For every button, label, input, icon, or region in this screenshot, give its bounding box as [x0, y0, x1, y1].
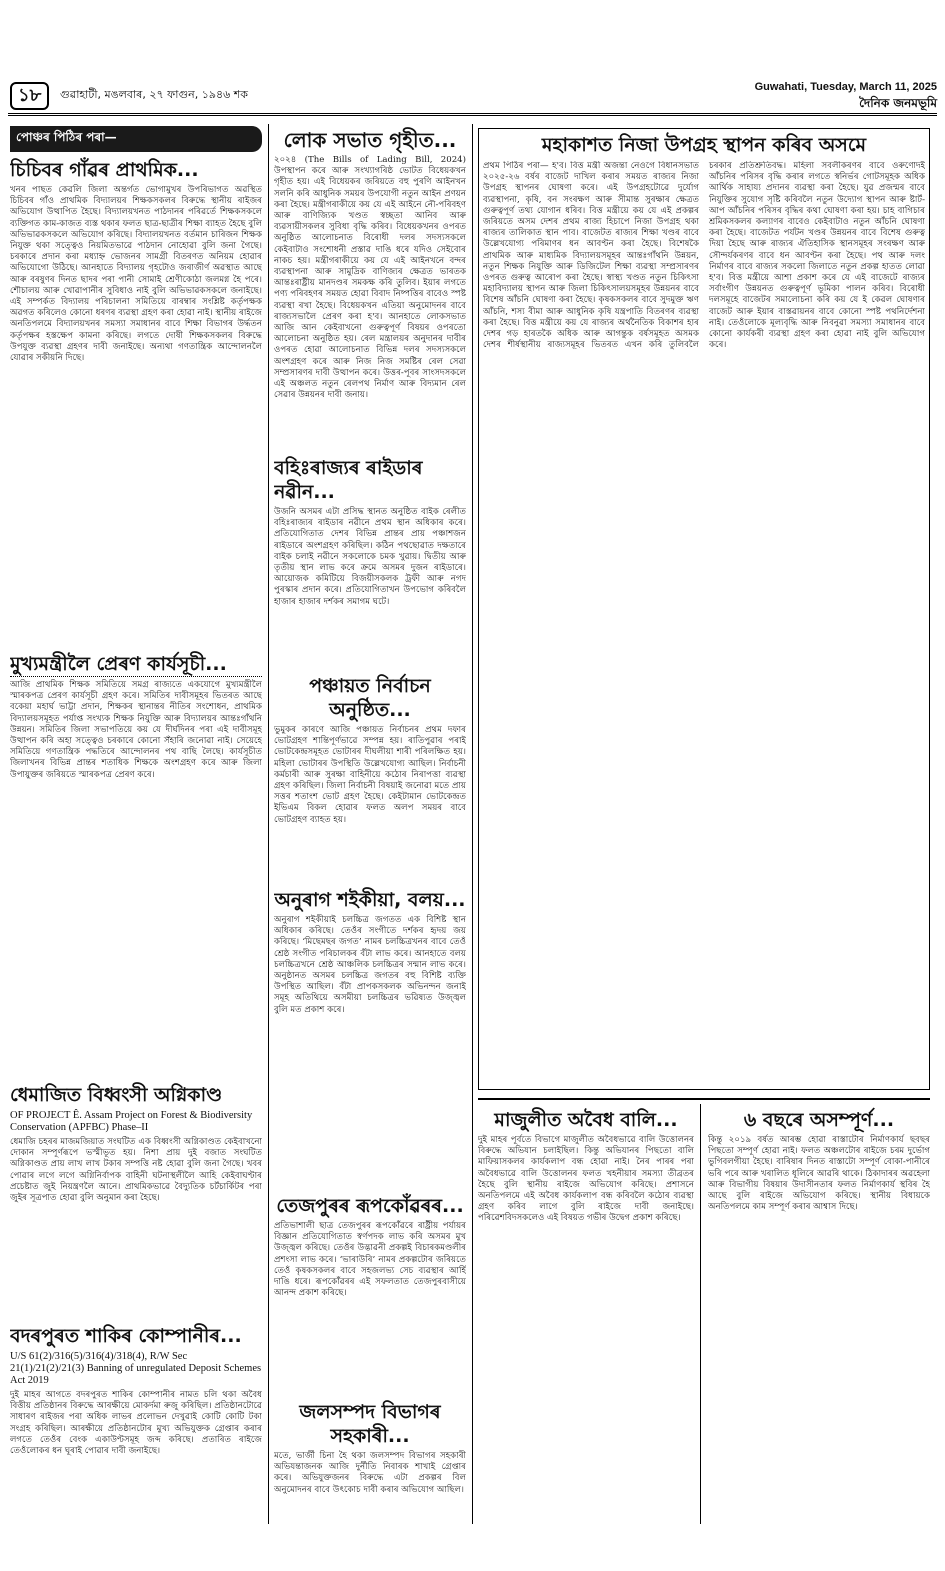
article-english-text: OF PROJECT Ê. Assam Project on Forest & Biodiversity Conservation (APFBC) Phase–II: [10, 1110, 253, 1133]
article-water-resources: [274, 1398, 466, 1518]
article-body: অনুৰাগ শইকীয়াই চলচ্চিত্ৰ জগতত এক বিশিষ্ট স্থান অধিকাৰ কৰিছে। তেওঁৰ সংগীতে দৰ্শকৰ হৃদয় জয় কৰিছে। ‘মিছেমছৰ জগত’ নামৰ চলচ্চিত্ৰখনৰ বাবে তেওঁ শ্ৰেষ্ঠ সংগীত পৰিচালকৰ বঁটা লাভ কৰে। আনহাতে বলয় চলচ্চিত্ৰখনে শ্ৰেষ্ঠ আঞ্চলিক চলচ্চিত্ৰৰ সন্মান লাভ কৰে। অনুষ্ঠানত অসমৰ চলচ্চিত্ৰ জগতৰ বহু বিশিষ্ট ব্যক্তি উপস্থিত আছিল। বঁটা প্ৰাপকসকলক অভিনন্দন জনাই সমূহ অতিথিয়ে অসমীয়া চলচ্চিত্ৰৰ ভৱিষ্যত উজ্জ্বল বুলি মত প্ৰকাশ কৰে।: [274, 915, 466, 1015]
article-body: প্ৰতিভাশালী ছাত্ৰ তেজপুৰৰ ৰূপকোঁৱৰে ৰাষ্ট্ৰীয় পৰ্যায়ৰ বিজ্ঞান প্ৰতিযোগিতাত স্বৰ্ণপদক লাভ কৰি অসমৰ মুখ উজ্জ্বল কৰিছে। তেওঁৰ উদ্ভাৱনী প্ৰকল্পই বিচাৰকমণ্ডলীৰ প্ৰশংসা লাভ কৰে। ‘ভাৰাউৰি’ নামৰ প্ৰকল্পটোৰ জৰিয়তে তেওঁ কৃষকসকলৰ বাবে সহজলভ্য সেচ ব্যৱস্থাৰ আৰ্হি দাঙি ধৰে। ৰূপকোঁৱৰৰ এই সফলতাত তেজপুৰবাসীয়ে আনন্দ প্ৰকাশ কৰিছে।: [274, 1221, 466, 1299]
column-rule-3: [700, 1104, 701, 1524]
article-headline: বহিঃৰাজ্যৰ ৰাইডাৰ নৱীন...: [274, 457, 423, 503]
column-2: [274, 126, 466, 1524]
article-dhemaji-fire: [10, 1081, 262, 1316]
article-body: ২০২৪ (The Bills of Lading Bill, 2024) উপস্থাপন কৰে আৰু সংখ্যাগৰিষ্ঠ ভোটত বিধেয়কখন গৃহীত হয়। এই বিধেয়কৰ জৰিয়তে বহু পুৰণি আইনখন সলনি কৰি আধুনিক সময়ৰ উপযোগী নতুন আইন প্ৰণয়ন কৰা হৈছে। মন্ত্ৰীগৰাকীয়ে কয় যে এই আইনে নৌ-পৰিবহণ আৰু বাণিজ্যিক খণ্ডত স্বচ্ছতা আনিব আৰু ব্যৱসায়ীসকলৰ সুবিধা বৃদ্ধি কৰিব। বিধেয়কখনৰ ওপৰত অনুষ্ঠিত আলোচনাত বিৰোধী দলৰ সদস্যসকলে কেইবাটাও সংশোধনী প্ৰস্তাৱ দাঙি ধৰে যদিও সেইবোৰ নাকচ হয়। মন্ত্ৰীগৰাকীয়ে কয় যে এই আইনখনে বন্দৰ ব্যৱস্থাপনা আৰু সামুদ্ৰিক বাণিজ্যৰ ক্ষেত্ৰত ভাৰতক আন্তঃৰাষ্ট্ৰীয় মানদণ্ডৰ সমকক্ষ কৰি তুলিব। ইয়াৰ লগতে পণ্য পৰিবহণৰ সময়ত হোৱা বিবাদ নিষ্পত্তিৰ বাবেও স্পষ্ট ব্যৱস্থা ৰখা হৈছে। বিধেয়কখন এতিয়া অনুমোদনৰ বাবে ৰাজ্যসভালৈ প্ৰেৰণ কৰা হ'ব। আনহাতে লোকসভাত আজি আন কেইবাখনো গুৰুত্বপূৰ্ণ বিষয়ৰ ওপৰতো আলোচনা অনুষ্ঠিত হয়। ৰেল মন্ত্ৰালয়ৰ অনুদানৰ দাবীৰ ওপৰত হোৱা আলোচনাত বিভিন্ন দলৰ সদস্যসকলে অংশগ্ৰহণ কৰে আৰু নিজ নিজ সমষ্টিৰ ৰেল সেৱা সম্প্ৰসাৰণৰ দাবী উত্থাপন কৰে। উত্তৰ-পূবৰ সাংসদসকলে এই অঞ্চলত নতুন ৰেলপথ নিৰ্মাণ আৰু বিদ্যমান ৰেল সেৱাৰ উন্নয়নৰ দাবী জনায়।: [274, 155, 466, 401]
article-headline: ৬ বছৰে অসম্পূৰ্ণ...: [743, 1109, 895, 1131]
article-six-years: [708, 1106, 930, 1524]
article-headline: বদৰপুৰত শাকিৰ কোম্পানীৰ...: [10, 1325, 242, 1347]
article-english-text: U/S 61(2)/316(5)/316(4)/318(4), R/W Sec 21(1)/21(2)/21(3) Banning of unregulated Deposit Schemes Act 2019: [10, 1351, 262, 1386]
article-body: মতে, ভাৰ্জী চিনা হৈ থকা জলসম্পদ বিভাগৰ সহকাৰী অভিযন্তাজনক আজি দুৰ্নীতি নিবাৰক শাখাই গ্ৰেপ্তাৰ কৰে। অভিযুক্তজনৰ বিৰুদ্ধে এটা প্ৰকল্পৰ বিল অনুমোদনৰ বাবে উৎকোচ দাবী কৰাৰ অভিযোগ আছিল।: [274, 1451, 466, 1495]
article-body: ধেমাজি চহৰৰ মাজমজিয়াত সংঘটিত এক বিধ্বংসী অগ্নিকাণ্ডত কেইবাখনো দোকান সম্পূৰ্ণৰূপে ভস্মীভূত হয়। নিশা প্ৰায় দুই বজাত সংঘটিত অগ্নিকাণ্ডত প্ৰায় লাখ লাখ টকাৰ সম্পত্তি নষ্ট হোৱা বুলি জনা গৈছে। খবৰ পোৱাৰ লগে লগে অগ্নিনিৰ্বাপক বাহিনী ঘটনাস্থলীলৈ আহি কেইবাঘণ্টাৰ প্ৰচেষ্টাত জুই নিয়ন্ত্ৰণলৈ আনে। প্ৰাথমিকভাৱে বৈদ্যুতিক চৰ্টচাৰ্কিটৰ পৰা জুইৰ সূত্ৰপাত হোৱা বুলি অনুমান কৰা হৈছে।: [10, 1137, 262, 1204]
article-rider: [274, 454, 466, 666]
continuation-banner: পোঞ্চৰ পিঠিৰ পৰা—: [10, 126, 262, 152]
satellite-article-box: [478, 128, 930, 1090]
article-headline: মুখ্যমন্ত্ৰীলৈ প্ৰেৰণ কাৰ্যসূচী...: [10, 652, 262, 677]
article-headline: লোক সভাত গৃহীত...: [283, 128, 457, 152]
newspaper-name: দৈনিক জনমভূমি: [859, 96, 937, 110]
column-rule-2: [472, 124, 473, 1524]
article-majuli-sand: [478, 1106, 694, 1524]
header-date-english: Guwahati, Tuesday, March 11, 2025: [754, 81, 937, 93]
column-rule-1: [268, 124, 269, 1524]
article-body: দুই মাহৰ আগতে বদৰপুৰত শাকিৰ কোম্পানীৰ নামত চলি থকা অবৈধ বিত্তীয় প্ৰতিষ্ঠানৰ বিৰুদ্ধে আৰক্ষীয়ে মোকৰ্দমা ৰুজু কৰিছিল। প্ৰতিষ্ঠানটোৱে সাধাৰণ ৰাইজৰ পৰা অধিক লাভৰ প্ৰলোভন দেখুৱাই কোটি কোটি টকা সংগ্ৰহ কৰিছিল। আৰক্ষীয়ে প্ৰতিষ্ঠানটোৰ মুখ্য অভিযুক্তক গ্ৰেপ্তাৰ কৰাৰ লগতে তেওঁৰ বেংক একাউণ্টসমূহ জব্দ কৰিছে। প্ৰতাৰিত ৰাইজে তেওঁলোকৰ ধন ঘূৰাই পোৱাৰ দাবী জনাইছে।: [10, 1390, 262, 1457]
article-panchayat: [274, 672, 466, 880]
article-headline: অনুৰাগ শইকীয়া, বলয়...: [274, 889, 466, 911]
article-headline: মহাকাশত নিজা উপগ্ৰহ স্থাপন কৰিব অসমে: [541, 134, 867, 156]
header-date-assamese: গুৱাহাটী, মঙলবাৰ, ২৭ ফাগুন, ১৯৪৬ শক: [60, 88, 248, 101]
article-body: ভুমুকৰ কাৰণে আজি পঞ্চায়ত নিৰ্বাচনৰ প্ৰথম দফাৰ ভোটগ্ৰহণ শান্তিপূৰ্ণভাৱে সম্পন্ন হয়। ৰাতিপুৱাৰ পৰাই ভোটকেন্দ্ৰসমূহত ভোটাৰৰ দীঘলীয়া শাৰী পৰিলক্ষিত হয়। মহিলা ভোটাৰৰ উপস্থিতি উল্লেখযোগ্য আছিল। নিৰ্বাচনী কৰ্মচাৰী আৰু সুৰক্ষা বাহিনীয়ে কঠোৰ নিৰাপত্তা ব্যৱস্থা গ্ৰহণ কৰিছিল। জিলা নিৰ্বাচনী বিষয়াই জনোৱা মতে প্ৰায় সত্তৰ শতাংশ ভোট গ্ৰহণ হৈছে। কেইটামান ভোটকেন্দ্ৰত ইভিএম বিকল হোৱাৰ ফলত অলপ সময়ৰ বাবে ভোটগ্ৰহণ ব্যাহত হয়।: [274, 725, 466, 825]
article-body: উজনি অসমৰ এটা প্ৰসিদ্ধ স্থানত অনুষ্ঠিত বাইক ৰেলীত বহিঃৰাজ্যৰ ৰাইডাৰ নৱীনে প্ৰথম স্থান অধিকাৰ কৰে। প্ৰতিযোগিতাত দেশৰ বিভিন্ন প্ৰান্তৰ প্ৰায় পঞ্চাশজন ৰাইডাৰে অংশগ্ৰহণ কৰিছিল। কঠিন পথছোৱাত দক্ষতাৰে বাইক চলাই নৱীনে সকলোকে চমক খুৱায়। দ্বিতীয় আৰু তৃতীয় স্থান লাভ কৰে ক্ৰমে অসমৰ দুজন ৰাইডাৰে। আয়োজক কমিটিয়ে বিজয়ীসকলক ট্ৰফী আৰু নগদ পুৰস্কাৰ প্ৰদান কৰে। প্ৰতিযোগিতাখন উপভোগ কৰিবলৈ হাজাৰ হাজাৰ দৰ্শকৰ সমাগম ঘটে।: [274, 507, 466, 607]
header-right: [755, 80, 937, 115]
page-number: ১৮: [10, 82, 49, 110]
article-badarpur: [10, 1322, 262, 1524]
column-1: [10, 126, 262, 1524]
article-chichibar: [10, 156, 262, 644]
article-tezpur: [274, 1192, 466, 1392]
page-header: [8, 76, 937, 116]
article-body: খনৰ পাছত কেৱলি জিলা অন্তৰ্গত ভোগামুখৰ উপৰিভাগত অৱস্থিত চিচিবৰ গাঁও প্ৰাথমিক বিদ্যালয়ৰ শিক্ষকসকলৰ বিৰুদ্ধে স্থানীয় ৰাইজৰ অভিযোগ উত্থাপিত হৈছে। বিদ্যালয়খনত পাঠদানৰ পৰিৱৰ্তে শিক্ষকসকলে ব্যক্তিগত কাম-কাজত ব্যস্ত থকাৰ ফলত ছাত্ৰ-ছাত্ৰীৰ শিক্ষা ব্যাহত হৈছে বুলি অভিভাৱকসকলে অভিযোগ কৰিছে। বিদ্যালয়খনত বৰ্তমান চাৰিজন শিক্ষক নিযুক্ত থকা সত্ত্বেও নিয়মিতভাৱে পাঠদান নোহোৱা বুলি জনা গৈছে। চৰকাৰে প্ৰদান কৰা মধ্যাহ্ন ভোজনৰ সামগ্ৰী বিতৰণত অনিয়ম হোৱাৰ অভিযোগো উঠিছে। আনহাতে বিদ্যালয় গৃহটোও জৰাজীৰ্ণ অৱস্থাত আছে আৰু বৰষুণৰ দিনত ছাদৰ পৰা পানী সোমাই শ্ৰেণীকোঠা জলমগ্ন হৈ পৰে। শৌচালয় আৰু খোৱাপানীৰ সুবিধাও নাই বুলি অভিভাৱকসকলে জনাইছে। এই সম্পৰ্কত বিদ্যালয় পৰিচালনা সমিতিয়ে বাৰম্বাৰ সংশ্লিষ্ট কৰ্তৃপক্ষক অৱগত কৰিলেও কোনো ধৰণৰ ব্যৱস্থা গ্ৰহণ কৰা হোৱা নাই। স্থানীয় ৰাইজে অনতিপলমে বিদ্যালয়খনৰ সমস্যা সমাধানৰ বাবে শিক্ষা বিভাগৰ উৰ্দ্ধতন কৰ্তৃপক্ষৰ হস্তক্ষেপ কামনা কৰিছে। লগতে দোষী শিক্ষকসকলৰ বিৰুদ্ধে উপযুক্ত ব্যৱস্থা গ্ৰহণৰ দাবী জনাইছে। অন্যথা গণতান্ত্ৰিক আন্দোলনলৈ যোৱাৰ সকীয়নি দিছে।: [10, 185, 262, 364]
article-headline: পঞ্চায়ত নিৰ্বাচন অনুষ্ঠিত...: [309, 675, 431, 721]
article-chief-minister: [10, 650, 262, 1075]
article-headline: ধেমাজিত বিধ্বংসী অগ্নিকাণ্ড: [10, 1084, 223, 1106]
article-body: আজি প্ৰাথমিক শিক্ষক সমিতিয়ে সমগ্ৰ ৰাজ্যতে একযোগে মুখ্যমন্ত্ৰীলৈ স্মাৰকপত্ৰ প্ৰেৰণ কাৰ্যসূচী গ্ৰহণ কৰে। সমিতিৰ দাবীসমূহৰ ভিতৰত আছে বকেয়া মহাৰ্ঘ ভাট্টা প্ৰদান, শিক্ষকৰ স্থানান্তৰ নীতিৰ সংশোধন, প্ৰাথমিক বিদ্যালয়সমূহত পৰ্যাপ্ত সংখ্যক শিক্ষক নিযুক্তি আৰু বিদ্যালয়ৰ আন্তঃগাঁথনি উন্নয়ন। সমিতিৰ জিলা সভাপতিয়ে কয় যে দীৰ্ঘদিনৰ পৰা এই দাবীসমূহ উত্থাপন কৰি অহা সত্ত্বেও চৰকাৰে কোনো সঁহাৰি জনোৱা নাই। সেয়েহে সমিতিয়ে গণতান্ত্ৰিক পদ্ধতিৰে আন্দোলনৰ পথ বাছি লৈছে। কাৰ্যসূচীত জিলাখনৰ বিভিন্ন প্ৰান্তৰ শতাধিক শিক্ষকে অংশগ্ৰহণ কৰে আৰু জিলা উপায়ুক্তৰ জৰিয়তে স্মাৰকপত্ৰ প্ৰেৰণ কৰে।: [10, 680, 262, 780]
article-headline: চিচিবৰ গাঁৱৰ প্ৰাথমিক...: [10, 159, 199, 181]
article-headline: জলসম্পদ বিভাগৰ সহকাৰী...: [299, 1401, 441, 1447]
article-body: দুই মাহৰ পূৰ্বতে বিভাগে মাজুলীত অবৈধভাৱে বালি উত্তোলনৰ বিৰুদ্ধে অভিযান চলাইছিল। কিন্তু অভিযানৰ পিছতো বালি মাফিয়াসকলৰ কাৰ্যকলাপ বন্ধ হোৱা নাই। নৈৰ পাৰৰ পৰা অবৈধভাৱে বালি উত্তোলনৰ ফলত খহনীয়াৰ সমস্যা তীব্ৰতৰ হৈছে বুলি স্থানীয় ৰাইজে অভিযোগ কৰিছে। প্ৰশাসনে অনতিপলমে এই অবৈধ কাৰ্যকলাপ বন্ধ কৰিবলৈ কঠোৰ ব্যৱস্থা গ্ৰহণ কৰিব লাগে বুলি ৰাইজে দাবী জনাইছে। পৰিৱেশবিদসকলেও এই বিষয়ত গভীৰ উদ্বেগ প্ৰকাশ কৰিছে।: [478, 1135, 694, 1224]
section-rule: [478, 1098, 930, 1100]
article-body: প্ৰথম পিঠিৰ পৰা— হ'ব। বিত্ত মন্ত্ৰী অজন্তা নেওগে বিধানসভাত ২০২৫-২৬ বৰ্ষৰ বাজেট দাখিল কৰাৰ সময়ত ৰাজ্যৰ নিজা উপগ্ৰহ স্থাপনৰ ঘোষণা কৰে। এই উপগ্ৰহটোৱে দুৰ্যোগ ব্যৱস্থাপনা, কৃষি, বন সংৰক্ষণ আৰু সীমান্ত সুৰক্ষাৰ ক্ষেত্ৰত গুৰুত্বপূৰ্ণ তথ্য যোগান ধৰিব। বিত্ত মন্ত্ৰীয়ে কয় যে এই প্ৰকল্পৰ জৰিয়তে অসম দেশৰ প্ৰথম ৰাজ্য হিচাপে নিজা উপগ্ৰহ থকা ৰাজ্যৰ তালিকাত স্থান পাব। বাজেটত ৰাজ্যৰ শিক্ষা খণ্ডৰ বাবে উল্লেখযোগ্য পৰিমাণৰ ধন আবণ্টন কৰা হৈছে। বিশেষকৈ প্ৰাথমিক আৰু মাধ্যমিক বিদ্যালয়সমূহৰ আন্তঃগাঁথনি উন্নয়ন, নতুন শিক্ষক নিযুক্তি আৰু ডিজিটেল শিক্ষা ব্যৱস্থা সম্প্ৰসাৰণৰ ওপৰত গুৰুত্ব আৰোপ কৰা হৈছে। স্বাস্থ্য খণ্ডত নতুন চিকিৎসা মহাবিদ্যালয় স্থাপন আৰু জিলা চিকিৎসালয়সমূহৰ উন্নয়নৰ বাবে বিশেষ আঁচনি ঘোষণা কৰা হৈছে। কৃষকসকলৰ বাবে সুদমুক্ত ঋণ আঁচনি, শস্য বীমা আৰু আধুনিক কৃষি যন্ত্ৰপাতি বিতৰণৰ ব্যৱস্থা কৰা হৈছে। বিত্ত মন্ত্ৰীয়ে কয় যে ৰাজ্যৰ অৰ্থনৈতিক বিকাশৰ হাৰ দেশৰ গড় হাৰতকৈ অধিক আৰু আগন্তুক বৰ্ষসমূহত অসমক দেশৰ শীৰ্ষস্থানীয় ৰাজ্যসমূহৰ ভিতৰত এখন কৰি তুলিবলৈ চৰকাৰ প্ৰতিশ্ৰুতিবদ্ধ। মহিলা সবলীকৰণৰ বাবে ওৰুণোদই আঁচনিৰ পৰিসৰ বৃদ্ধি কৰাৰ লগতে স্বনিৰ্ভৰ গোটসমূহক অধিক আৰ্থিক সাহায্য প্ৰদানৰ ব্যৱস্থা কৰা হৈছে। যুৱ প্ৰজন্মৰ বাবে নিযুক্তিৰ সুযোগ সৃষ্টি কৰিবলৈ নতুন উদ্যোগ স্থাপন আৰু ষ্টাৰ্ট-আপ আঁচনিৰ পৰিসৰ বৃদ্ধিৰ কথা ঘোষণা কৰা হয়। চাহ বাগিচাৰ শ্ৰমিকসকলৰ কল্যাণৰ বাবেও কেইবাটাও নতুন আঁচনি ঘোষণা কৰা হৈছে। বাজেটত পৰ্যটন খণ্ডৰ উন্নয়নৰ বাবে বিশেষ গুৰুত্ব দিয়া হৈছে আৰু ৰাজ্যৰ ঐতিহাসিক স্থানসমূহৰ সংৰক্ষণ আৰু সৌন্দৰ্যকৰণৰ বাবে ধন আবণ্টন কৰা হৈছে। পথ আৰু দলং নিৰ্মাণৰ বাবে ৰাজ্যৰ সকলো জিলাতে নতুন প্ৰকল্প হাতত লোৱা হ'ব। বিত্ত মন্ত্ৰীয়ে আশা প্ৰকাশ কৰে যে এই বাজেটে ৰাজ্যৰ সৰ্বাংগীণ উন্নয়নত গুৰুত্বপূৰ্ণ ভূমিকা পালন কৰিব। বিৰোধী দলসমূহে বাজেটৰ সমালোচনা কৰি কয় যে ই কেৱল ঘোষণাৰ বাজেট আৰু ইয়াৰ বাস্তৱায়নৰ বাবে কোনো স্পষ্ট পথনিৰ্দেশনা নাই। তেওঁলোকে মূল্যবৃদ্ধি আৰু নিবনুৱা সমস্যা সমাধানৰ বাবে কোনো কাৰ্যকৰী ব্যৱস্থা গ্ৰহণ কৰা হোৱা নাই বুলি অভিযোগ কৰে।: [483, 161, 925, 351]
article-headline: তেজপুৰৰ ৰূপকোঁৱৰৰ...: [276, 1195, 464, 1217]
article-body: কিন্তু ২০১৯ বৰ্ষত আৰম্ভ হোৱা ৰাস্তাটোৰ নিৰ্মাণকাৰ্য ছবছৰ পিছতো সম্পূৰ্ণ হোৱা নাই। ফলত অঞ্চলটোৰ ৰাইজে চৰম দুৰ্ভোগ ভুগিবলগীয়া হৈছে। বাৰিষাৰ দিনত ৰাস্তাটো সম্পূৰ্ণ বোকা-পানীৰে ভৰি পৰে আৰু খৰালিত ধূলিৰে আৱৰি থাকে। ঠিকাদাৰৰ অৱহেলা আৰু বিভাগীয় বিষয়াৰ উদাসীনতাৰ ফলত নিৰ্মাণকাৰ্য স্থবিৰ হৈ আছে বুলি ৰাইজে অভিযোগ কৰিছে। স্থানীয় বিধায়কে অনতিপলমে কাম সম্পূৰ্ণ কৰাৰ আশ্বাস দিছে।: [708, 1135, 930, 1213]
article-headline: মাজুলীত অবৈধ বালি...: [494, 1109, 678, 1131]
article-anurag: [274, 886, 466, 1186]
article-lok-sabha: [274, 126, 466, 448]
